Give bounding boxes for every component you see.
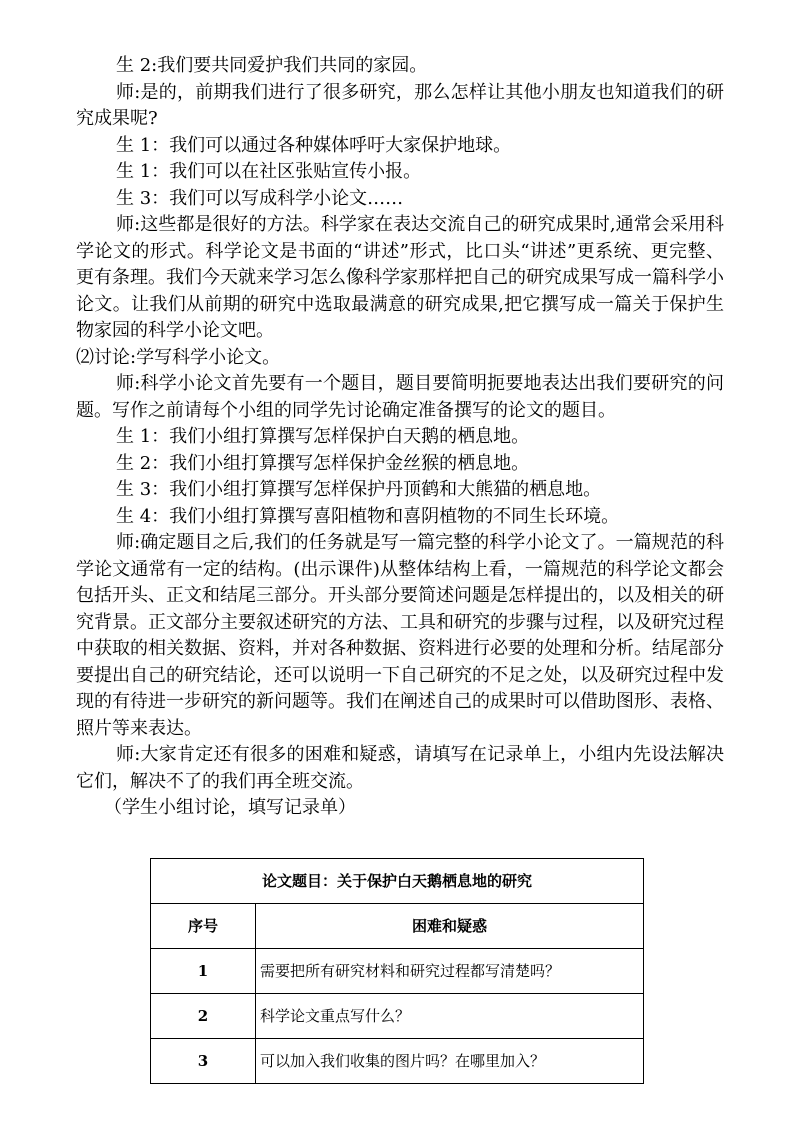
body-text [76,53,724,822]
paragraph-student1-media: 生 1：我们可以通过各种媒体呼吁大家保护地球。 [116,134,512,156]
paragraph-student1-swan: 生 1：我们小组打算撰写怎样保护白天鹅的栖息地。 [116,426,530,447]
record-table-header-row [151,904,644,949]
column-header-number: 序号 [151,904,256,949]
row-question: 可以加入我们收集的图片吗？在哪里加入？ [256,1039,644,1084]
paragraph-student1-poster: 生 1：我们可以在社区张贴宣传小报。 [116,161,422,182]
paragraph-teacher-methods: 师:这些都是很好的方法。科学家在表达交流自己的研究成果时,通常会采用科学论文的形式。科学论文是书面的“讲述”形式，比口头“讲述”更系统、更完整、更有条理。我们今天就来学习怎么像科学家那样把自己的研究成果写成一篇科学小论文。让我们从前期的研究中选取最满意的研究成果,把它撰写成一篇关于保护生物家园的科学小论文吧。 [76,214,724,341]
row-question: 需要把所有研究材料和研究过程都写清楚吗？ [256,949,644,994]
table-row [151,994,644,1039]
row-number: 3 [151,1039,256,1084]
paragraph-teacher-difficulties: 师:大家肯定还有很多的困难和疑惑，请填写在记录单上，小组内先设法解决它们，解决不了的我们再全班交流。 [76,744,724,792]
paragraph-teacher-question: 师:是的，前期我们进行了很多研究，那么怎样让其他小朋友也知道我们的研究成果呢? [76,81,724,129]
table-row [151,949,644,994]
paragraph-student3-paper: 生 3：我们可以写成科学小论文…… [116,187,404,209]
paragraph-student3-crane-panda: 生 3：我们小组打算撰写怎样保护丹顶鹤和大熊猫的栖息地。 [116,479,602,500]
paragraph-student4-plants: 生 4：我们小组打算撰写喜阳植物和喜阴植物的不同生长环境。 [116,505,620,527]
row-number: 1 [151,949,256,994]
record-table-title-row [151,859,644,904]
paragraph-student2-monkey: 生 2：我们小组打算撰写怎样保护金丝猴的栖息地。 [116,452,530,474]
row-number: 2 [151,994,256,1039]
column-header-question: 困难和疑惑 [256,904,644,949]
record-table [150,858,644,1084]
row-question: 科学论文重点写什么？ [256,994,644,1039]
paragraph-student2-home: 生 2:我们要共同爱护我们共同的家园。 [116,55,428,76]
record-table-title: 论文题目：关于保护白天鹅栖息地的研究 [151,859,644,904]
paragraph-group-discussion-note: （学生小组讨论，填写记录单） [104,797,356,818]
table-row [151,1039,644,1084]
paragraph-teacher-structure: 师:确定题目之后,我们的任务就是写一篇完整的科学小论文了。一篇规范的科学论文通常有一定的结构。(出示课件)从整体结构上看，一篇规范的科学论文都会包括开头、正文和结尾三部分。开头部分要简述问题是怎样提出的，以及相关的研究背景。正文部分主要叙述研究的方法、工具和研究的步骤与过程，以及研究过程中获取的相关数据、资料，并对各种数据、资料进行必要的处理和分析。结尾部分要提出自己的研究结论，还可以说明一下自己研究的不足之处，以及研究过程中发现的有待进一步研究的新问题等。我们在阐述自己的成果时可以借助图形、表格、照片等来表达。 [76,532,724,739]
section-heading-discussion: ⑵讨论:学写科学小论文。 [76,346,281,368]
paragraph-teacher-title: 师:科学小论文首先要有一个题目，题目要简明扼要地表达出我们要研究的问题。写作之前请每个小组的同学先讨论确定准备撰写的论文的题目。 [76,373,724,421]
